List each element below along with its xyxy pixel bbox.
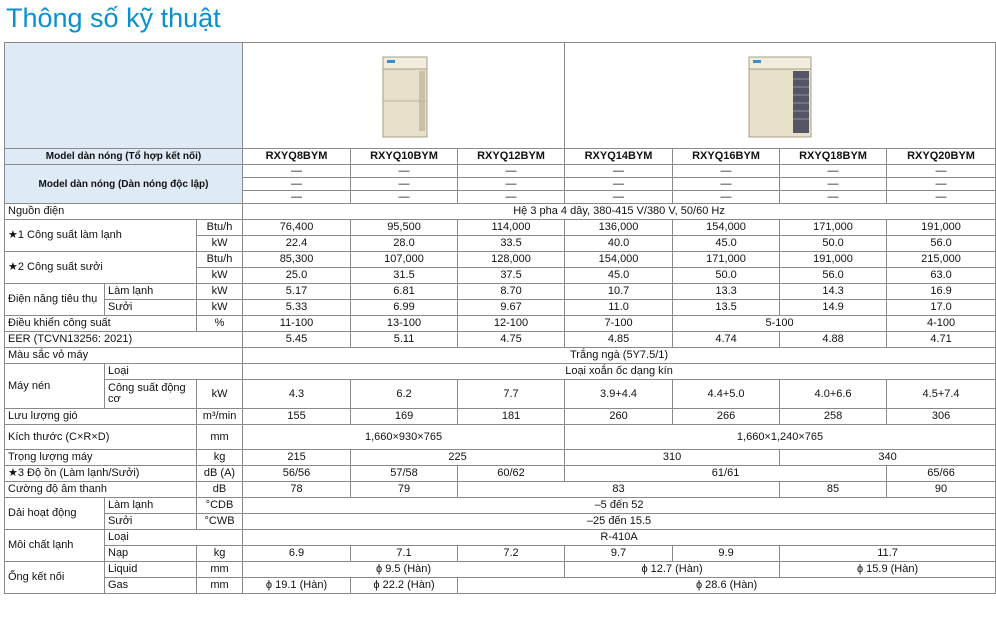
piping-gas-row [5, 578, 996, 594]
unit-label: mm [197, 578, 243, 594]
operation-range-heating-row [5, 514, 996, 530]
value-cell: 9.7 [565, 546, 673, 562]
operation-range-cooling-row [5, 498, 996, 514]
value-cell: 85,300 [243, 252, 351, 268]
value-cell: 225 [351, 450, 565, 466]
value-cell: 61/61 [565, 466, 887, 482]
value-cell: 310 [565, 450, 780, 466]
sub-label: Làm lạnh [105, 284, 197, 300]
sound-pressure-label: ★3 Độ ồn (Làm lạnh/Sưởi) [5, 466, 197, 482]
dash-cell: — [458, 191, 565, 204]
dash-cell: — [780, 178, 887, 191]
model-name: RXYQ8BYM [243, 149, 351, 165]
value-cell: 79 [351, 482, 458, 498]
value-cell: 4.71 [887, 332, 996, 348]
sub-label: Loại [105, 364, 243, 380]
capacity-control-row [5, 316, 996, 332]
value-cell: 6.9 [243, 546, 351, 562]
value-cell: 14.9 [780, 300, 887, 316]
heating-capacity-label: ★2 Công suất sưởi [5, 252, 197, 284]
dash-cell: — [673, 165, 780, 178]
color-row [5, 348, 996, 364]
power-supply-value: Hệ 3 pha 4 dây, 380-415 V/380 V, 50/60 Hz [243, 204, 996, 220]
sound-power-row [5, 482, 996, 498]
value-cell: 154,000 [673, 220, 780, 236]
value-cell: 76,400 [243, 220, 351, 236]
dash-cell: — [243, 191, 351, 204]
value-cell: 4.74 [673, 332, 780, 348]
unit-label: mm [197, 425, 243, 450]
dash-cell: — [887, 191, 996, 204]
sound-pressure-row [5, 466, 996, 482]
value-cell: 6.81 [351, 284, 458, 300]
value-cell: 28.0 [351, 236, 458, 252]
dash-cell: — [351, 165, 458, 178]
sub-label: Nạp [105, 546, 197, 562]
value-cell: 4.3 [243, 380, 351, 409]
color-value: Trắng ngà (5Y7.5/1) [243, 348, 996, 364]
unit-label: kg [197, 450, 243, 466]
value-cell: ϕ 28.6 (Hàn) [458, 578, 996, 594]
value-cell: 4.5+7.4 [887, 380, 996, 409]
unit-label: kW [197, 268, 243, 284]
value-cell: ϕ 22.2 (Hàn) [351, 578, 458, 594]
unit-label: kW [197, 380, 243, 409]
model-name: RXYQ16BYM [673, 149, 780, 165]
value-cell: 11.0 [565, 300, 673, 316]
value-cell: 85 [780, 482, 887, 498]
value-cell: ϕ 12.7 (Hàn) [565, 562, 780, 578]
value-cell: 7-100 [565, 316, 673, 332]
value-cell: 14.3 [780, 284, 887, 300]
value-cell: 136,000 [565, 220, 673, 236]
power-supply-row [5, 204, 996, 220]
model-combo-label: Model dàn nóng (Tổ hợp kết nối) [5, 149, 243, 165]
value-cell: 9.9 [673, 546, 780, 562]
model-combo-row [5, 149, 996, 165]
unit-label: % [197, 316, 243, 332]
value-cell: 260 [565, 409, 673, 425]
value-cell: 5.45 [243, 332, 351, 348]
refrigerant-label: Môi chất lạnh [5, 530, 105, 562]
compressor-type-value: Loại xoắn ốc dạng kín [243, 364, 996, 380]
value-cell: 4.75 [458, 332, 565, 348]
value-cell: 11.7 [780, 546, 996, 562]
value-cell: 57/58 [351, 466, 458, 482]
value-cell: 56/56 [243, 466, 351, 482]
value-cell: 17.0 [887, 300, 996, 316]
value-cell: 4.4+5.0 [673, 380, 780, 409]
dash-cell: — [887, 178, 996, 191]
unit-label: dB [197, 482, 243, 498]
sub-label: Công suất động cơ [105, 380, 197, 409]
value-cell: 306 [887, 409, 996, 425]
value-cell: 60/62 [458, 466, 565, 482]
value-cell: 56.0 [780, 268, 887, 284]
value-cell: 171,000 [673, 252, 780, 268]
large-unit-image-cell [565, 43, 996, 149]
value-cell: 5.33 [243, 300, 351, 316]
value-cell: 4.88 [780, 332, 887, 348]
unit-label: kW [197, 236, 243, 252]
piping-label: Ống kết nối [5, 562, 105, 594]
value-cell: 107,000 [351, 252, 458, 268]
value-cell: 6.2 [351, 380, 458, 409]
weight-row [5, 450, 996, 466]
value-cell: 50.0 [780, 236, 887, 252]
value-cell: 114,000 [458, 220, 565, 236]
value-cell: 83 [458, 482, 780, 498]
value-cell: 340 [780, 450, 996, 466]
value-cell: 6.99 [351, 300, 458, 316]
small-unit-image-cell [243, 43, 565, 149]
value-cell: 16.9 [887, 284, 996, 300]
dimensions-row [5, 425, 996, 450]
power-consumption-heating-row [5, 300, 996, 316]
value-cell: 22.4 [243, 236, 351, 252]
dash-cell: — [673, 191, 780, 204]
value-cell: 12-100 [458, 316, 565, 332]
value-cell: 4.85 [565, 332, 673, 348]
image-row-header [5, 43, 243, 149]
value-cell: 40.0 [565, 236, 673, 252]
dash-cell: — [458, 178, 565, 191]
value-cell: ϕ 9.5 (Hàn) [243, 562, 565, 578]
model-name: RXYQ18BYM [780, 149, 887, 165]
value-cell: 56.0 [887, 236, 996, 252]
compressor-label: Máy nén [5, 364, 105, 409]
value-cell: 171,000 [780, 220, 887, 236]
value-cell: 215,000 [887, 252, 996, 268]
model-name: RXYQ20BYM [887, 149, 996, 165]
value-cell: 5-100 [673, 316, 887, 332]
value-cell: –5 đến 52 [243, 498, 996, 514]
value-cell: 266 [673, 409, 780, 425]
refrigerant-type-row [5, 530, 996, 546]
sub-label: Làm lạnh [105, 498, 197, 514]
value-cell: 4-100 [887, 316, 996, 332]
power-supply-label: Nguồn điện [5, 204, 243, 220]
value-cell: 50.0 [673, 268, 780, 284]
value-cell: 13.3 [673, 284, 780, 300]
dash-cell: — [351, 178, 458, 191]
unit-label: mm [197, 562, 243, 578]
value-cell: 8.70 [458, 284, 565, 300]
image-row [5, 43, 996, 149]
weight-label: Trọng lượng máy [5, 450, 197, 466]
model-name: RXYQ10BYM [351, 149, 458, 165]
eer-label: EER (TCVN13256: 2021) [5, 332, 243, 348]
page-title: Thông số kỹ thuật [6, 3, 221, 33]
dash-cell: — [243, 178, 351, 191]
value-cell: ϕ 15.9 (Hàn) [780, 562, 996, 578]
value-cell: 13-100 [351, 316, 458, 332]
cooling-capacity-row [5, 220, 996, 236]
value-cell: 11-100 [243, 316, 351, 332]
dash-cell: — [243, 165, 351, 178]
value-cell: 181 [458, 409, 565, 425]
dash-cell: — [673, 178, 780, 191]
unit-label: °CWB [197, 514, 243, 530]
dash-cell: — [565, 191, 673, 204]
value-cell: 63.0 [887, 268, 996, 284]
value-cell: 31.5 [351, 268, 458, 284]
unit-label: m³/min [197, 409, 243, 425]
value-cell: 90 [887, 482, 996, 498]
value-cell: 7.2 [458, 546, 565, 562]
sub-label: Loại [105, 530, 243, 546]
unit-label: Btu/h [197, 220, 243, 236]
model-single-label: Model dàn nóng (Dàn nóng độc lập) [5, 165, 243, 204]
dash-cell: — [565, 178, 673, 191]
value-cell: 37.5 [458, 268, 565, 284]
value-cell: ϕ 19.1 (Hàn) [243, 578, 351, 594]
model-name: RXYQ12BYM [458, 149, 565, 165]
spec-table-wrapper [4, 42, 996, 594]
piping-liquid-row [5, 562, 996, 578]
unit-label: dB (A) [197, 466, 243, 482]
value-cell: 13.5 [673, 300, 780, 316]
value-cell: 45.0 [565, 268, 673, 284]
unit-label: kW [197, 300, 243, 316]
value-cell: 95,500 [351, 220, 458, 236]
dimensions-label: Kích thước (C×R×D) [5, 425, 197, 450]
sub-label: Sưởi [105, 514, 197, 530]
operation-range-label: Dải hoạt động [5, 498, 105, 530]
sub-label: Gas [105, 578, 197, 594]
value-cell: 1,660×930×765 [243, 425, 565, 450]
value-cell: 9.67 [458, 300, 565, 316]
airflow-row [5, 409, 996, 425]
value-cell: 5.11 [351, 332, 458, 348]
heating-capacity-row [5, 252, 996, 268]
value-cell: 1,660×1,240×765 [565, 425, 996, 450]
value-cell: 3.9+4.4 [565, 380, 673, 409]
value-cell: R-410A [243, 530, 996, 546]
value-cell: 191,000 [887, 220, 996, 236]
unit-label: kW [197, 284, 243, 300]
dash-cell: — [780, 165, 887, 178]
eer-row [5, 332, 996, 348]
dash-cell: — [351, 191, 458, 204]
dash-cell: — [887, 165, 996, 178]
refrigerant-charge-row [5, 546, 996, 562]
dash-cell: — [565, 165, 673, 178]
cooling-capacity-label: ★1 Công suất làm lạnh [5, 220, 197, 252]
sub-label: Sưởi [105, 300, 197, 316]
outdoor-unit-small-illustration [369, 51, 439, 141]
value-cell: 7.7 [458, 380, 565, 409]
value-cell: 25.0 [243, 268, 351, 284]
spec-table [4, 42, 996, 594]
value-cell: 258 [780, 409, 887, 425]
value-cell: 128,000 [458, 252, 565, 268]
value-cell: 4.0+6.6 [780, 380, 887, 409]
value-cell: 45.0 [673, 236, 780, 252]
model-name: RXYQ14BYM [565, 149, 673, 165]
power-consumption-cooling-row [5, 284, 996, 300]
power-consumption-label: Điện năng tiêu thụ [5, 284, 105, 316]
value-cell: 155 [243, 409, 351, 425]
unit-label: Btu/h [197, 252, 243, 268]
value-cell: –25 đến 15.5 [243, 514, 996, 530]
value-cell: 7.1 [351, 546, 458, 562]
sub-label: Liquid [105, 562, 197, 578]
compressor-type-row [5, 364, 996, 380]
capacity-control-label: Điều khiển công suất [5, 316, 197, 332]
value-cell: 33.5 [458, 236, 565, 252]
compressor-motor-row [5, 380, 996, 409]
value-cell: 78 [243, 482, 351, 498]
unit-label: °CDB [197, 498, 243, 514]
dash-cell: — [780, 191, 887, 204]
value-cell: 169 [351, 409, 458, 425]
outdoor-unit-large-illustration [735, 51, 825, 141]
dash-cell: — [458, 165, 565, 178]
airflow-label: Lưu lượng gió [5, 409, 197, 425]
color-label: Màu sắc vỏ máy [5, 348, 243, 364]
model-single-row [5, 165, 996, 178]
value-cell: 10.7 [565, 284, 673, 300]
value-cell: 65/66 [887, 466, 996, 482]
unit-label: kg [197, 546, 243, 562]
sound-power-label: Cường độ âm thanh [5, 482, 197, 498]
value-cell: 191,000 [780, 252, 887, 268]
value-cell: 154,000 [565, 252, 673, 268]
value-cell: 215 [243, 450, 351, 466]
value-cell: 5.17 [243, 284, 351, 300]
